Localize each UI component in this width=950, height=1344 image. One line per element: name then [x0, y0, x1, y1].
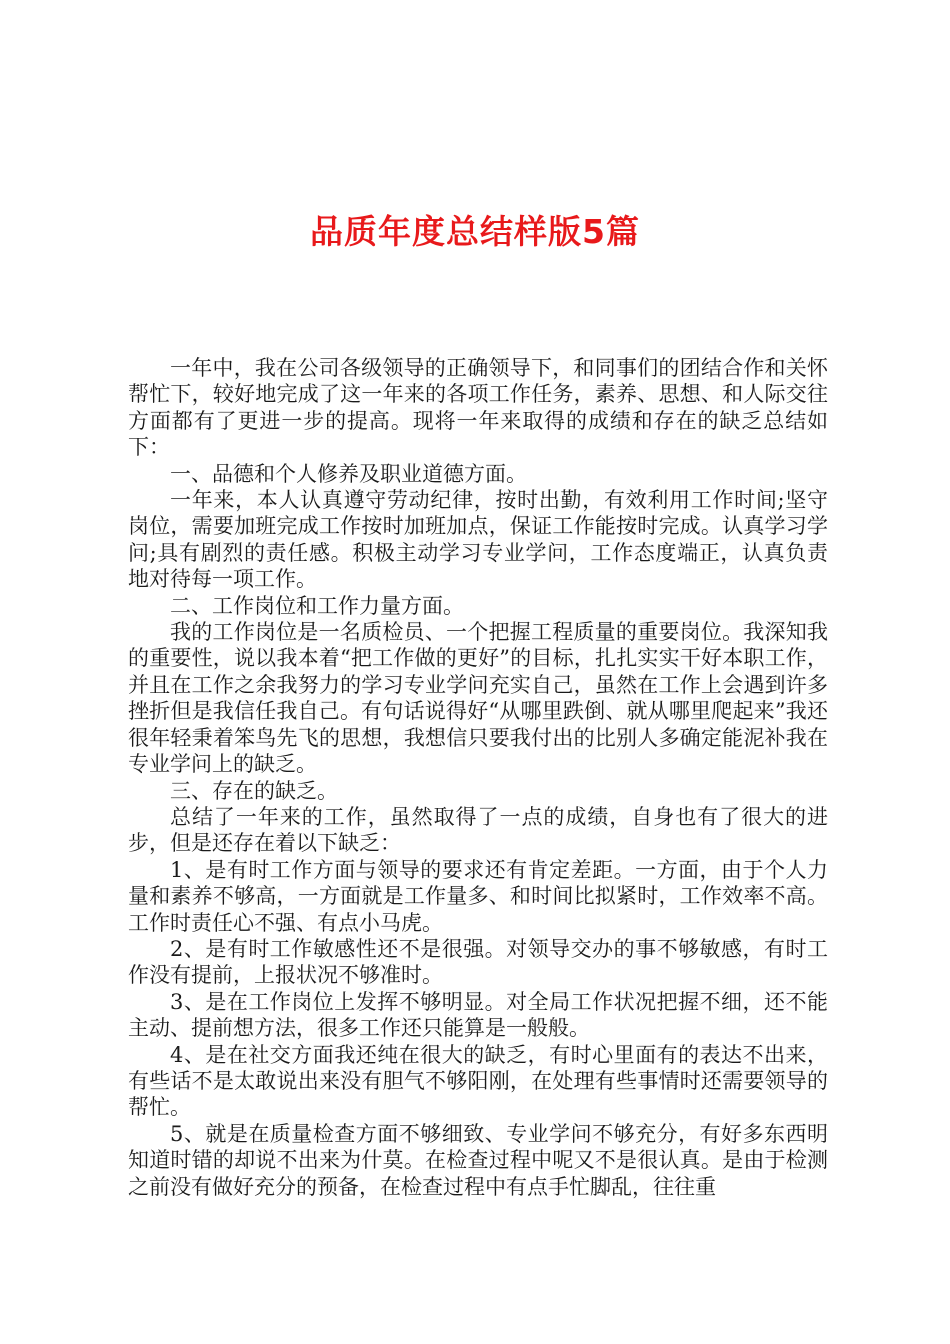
- document-title: 品质年度总结样版5篇: [310, 212, 640, 251]
- list-item: 4、是在社交方面我还纯在很大的缺乏，有时心里面有的表达不出来，有些话不是太敢说出来没有胆气不够阳刚，在处理有些事情时还需要领导的帮忙。: [128, 1042, 828, 1120]
- paragraph-section-2: 我的工作岗位是一名质检员、一个把握工程质量的重要岗位。我深知我的重要性，说以我本着“把工作做的更好”的目标，扎扎实实干好本职工作，并且在工作之余我努力的学习专业学问充实自己，虽然在工作上会遇到许多挫折但是我信任我自己。有句话说得好“从哪里跌倒、就从哪里爬起来”我还很年轻秉着笨鸟先飞的思想，我想信只要我付出的比别人多确定能泥补我在专业学问上的缺乏。: [128, 620, 828, 777]
- paragraph-intro: 一年中，我在公司各级领导的正确领导下，和同事们的团结合作和关怀帮忙下，较好地完成了这一年来的各项工作任务，素养、思想、和人际交往方面都有了更进一步的提高。现将一年来取得的成绩和存在的缺乏总结如下：: [128, 356, 828, 460]
- paragraph-section-1: 一年来，本人认真遵守劳动纪律，按时出勤，有效利用工作时间;坚守岗位，需要加班完成工作按时加班加点，保证工作能按时完成。认真学习学问;具有剧烈的责任感。积极主动学习专业学问，工作态度端正，认真负责地对待每一项工作。: [128, 488, 828, 592]
- paragraph-section-3: 总结了一年来的工作，虽然取得了一点的成绩，自身也有了很大的进步，但是还存在着以下缺乏：: [128, 804, 828, 856]
- section-heading-2: 二、工作岗位和工作力量方面。: [170, 593, 464, 618]
- list-item: 3、是在工作岗位上发挥不够明显。对全局工作状况把握不细，还不能主动、提前想方法，很多工作还只能算是一般般。: [128, 989, 828, 1041]
- document-body: [128, 355, 828, 1200]
- section-heading-1: 一、品德和个人修养及职业道德方面。: [170, 461, 527, 486]
- list-item: 5、就是在质量检查方面不够细致、专业学问不够充分，有好多东西明知道时错的却说不出来为什莫。在检查过程中呢又不是很认真。是由于检测之前没有做好充分的预备，在检查过程中有点手忙脚乱，往往重: [128, 1121, 828, 1199]
- list-item: 1、是有时工作方面与领导的要求还有肯定差距。一方面，由于个人力量和素养不够高，一方面就是工作量多、和时间比拟紧时，工作效率不高。工作时责任心不强、有点小马虎。: [128, 857, 828, 935]
- list-item: 2、是有时工作敏感性还不是很强。对领导交办的事不够敏感，有时工作没有提前，上报状况不够准时。: [128, 936, 828, 988]
- section-heading-3: 三、存在的缺乏。: [170, 778, 338, 803]
